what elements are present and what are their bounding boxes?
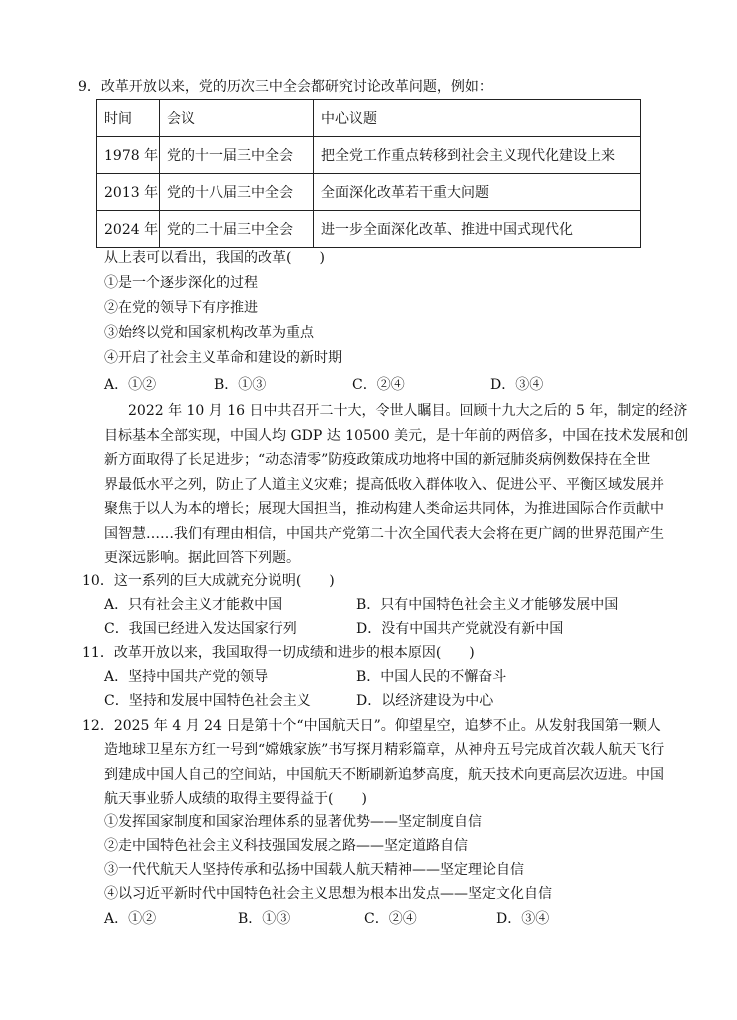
- table-cell: 1978 年: [97, 137, 160, 174]
- passage-line: 国智慧……我们有理由相信，中国共产党第二十次全国代表大会将在更广阔的世界范围产生: [104, 526, 664, 542]
- q9-statement: ③始终以党和国家机构改革为重点: [104, 325, 314, 341]
- table-cell: 把全党工作重点转移到社会主义现代化建设上来: [314, 137, 641, 174]
- option-b[interactable]: B．①③: [238, 911, 291, 927]
- option-c[interactable]: C．坚持和发展中国特色社会主义: [104, 693, 311, 709]
- table-cell: 全面深化改革若干重大问题: [314, 174, 641, 211]
- q11-stem: 11．改革开放以来，我国取得一切成绩和进步的根本原因( ): [82, 645, 475, 661]
- table-header-cell: 会议: [160, 100, 314, 137]
- option-a[interactable]: A．①②: [104, 911, 157, 927]
- option-a[interactable]: A．只有社会主义才能救中国: [104, 597, 283, 613]
- q12-stem-line: 航天事业骄人成绩的取得主要得益于( ): [104, 791, 367, 807]
- option-a[interactable]: A．坚持中国共产党的领导: [104, 669, 269, 685]
- option-c[interactable]: C．我国已经进入发达国家行列: [104, 621, 297, 637]
- option-d[interactable]: D．③④: [496, 911, 550, 927]
- passage-line: 更深远影响。据此回答下列题。: [104, 550, 300, 566]
- table-cell: 进一步全面深化改革、推进中国式现代化: [314, 211, 641, 248]
- q9-question: 从上表可以看出，我国的改革( ): [104, 250, 325, 266]
- q12-statement: ③一代代航天人坚持传承和弘扬中国载人航天精神——坚定理论自信: [104, 862, 524, 878]
- table-header-cell: 时间: [97, 100, 160, 137]
- option-d[interactable]: D．③④: [490, 377, 544, 393]
- passage-line: 界最低水平之列，防止了人道主义灾难；提高低收入群体收入、促进公平、平衡区域发展并: [104, 477, 664, 493]
- table-row: [97, 174, 641, 211]
- q12-stem-line: 12．2025 年 4 月 24 日是第十个“中国航天日”。仰望星空，追梦不止。从发射我国第一颗人: [82, 718, 661, 734]
- passage-line: 目标基本全部实现，中国人均 GDP 达 10500 美元，是十年前的两倍多，中国在技术发展和创: [104, 428, 689, 444]
- table-cell: 党的十一届三中全会: [160, 137, 314, 174]
- option-a[interactable]: A．①②: [104, 377, 157, 393]
- option-c[interactable]: C．②④: [364, 911, 417, 927]
- option-d[interactable]: D．以经济建设为中心: [356, 693, 494, 709]
- option-b[interactable]: B．中国人民的不懈奋斗: [356, 669, 507, 685]
- option-d[interactable]: D．没有中国共产党就没有新中国: [356, 621, 564, 637]
- q9-statement: ①是一个逐步深化的过程: [104, 275, 258, 291]
- q10-stem: 10．这一系列的巨大成就充分说明( ): [82, 573, 335, 589]
- table-cell: 2013 年: [97, 174, 160, 211]
- q9-statement: ④开启了社会主义革命和建设的新时期: [104, 350, 342, 366]
- q9-table: [96, 99, 641, 248]
- option-c[interactable]: C．②④: [352, 377, 405, 393]
- table-header-row: [97, 100, 641, 137]
- q12-statement: ①发挥国家制度和国家治理体系的显著优势——坚定制度自信: [104, 814, 482, 830]
- q12-stem-line: 到建成中国人自己的空间站，中国航天不断刷新追梦高度，航天技术向更高层次迈进。中国: [104, 767, 664, 783]
- q12-statement: ②走中国特色社会主义科技强国发展之路——坚定道路自信: [104, 838, 468, 854]
- table-row: [97, 211, 641, 248]
- q9-statement: ②在党的领导下有序推进: [104, 300, 258, 316]
- q12-statement: ④以习近平新时代中国特色社会主义思想为根本出发点——坚定文化自信: [104, 886, 552, 902]
- q9-stem: 9．改革开放以来，党的历次三中全会都研究讨论改革问题，例如：: [78, 79, 493, 95]
- table-header-cell: 中心议题: [314, 100, 641, 137]
- passage-line: 2022 年 10 月 16 日中共召开二十大，令世人瞩目。回顾十九大之后的 5 年，制定的经济: [128, 403, 688, 419]
- table-cell: 党的二十届三中全会: [160, 211, 314, 248]
- option-b[interactable]: B．①③: [214, 377, 267, 393]
- option-b[interactable]: B．只有中国特色社会主义才能够发展中国: [356, 597, 619, 613]
- passage-line: 聚焦于以人为本的增长；展现大国担当，推动构建人类命运共同体，为推进国际合作贡献中: [104, 501, 664, 517]
- q12-stem-line: 造地球卫星东方红一号到“嫦娥家族”书写探月精彩篇章，从神舟五号完成首次载人航天飞行: [104, 742, 665, 758]
- table-cell: 2024 年: [97, 211, 160, 248]
- passage-line: 新方面取得了长足进步；“动态清零”防疫政策成功地将中国的新冠肺炎病例数保持在全世: [104, 452, 651, 468]
- table-cell: 党的十八届三中全会: [160, 174, 314, 211]
- table-row: [97, 137, 641, 174]
